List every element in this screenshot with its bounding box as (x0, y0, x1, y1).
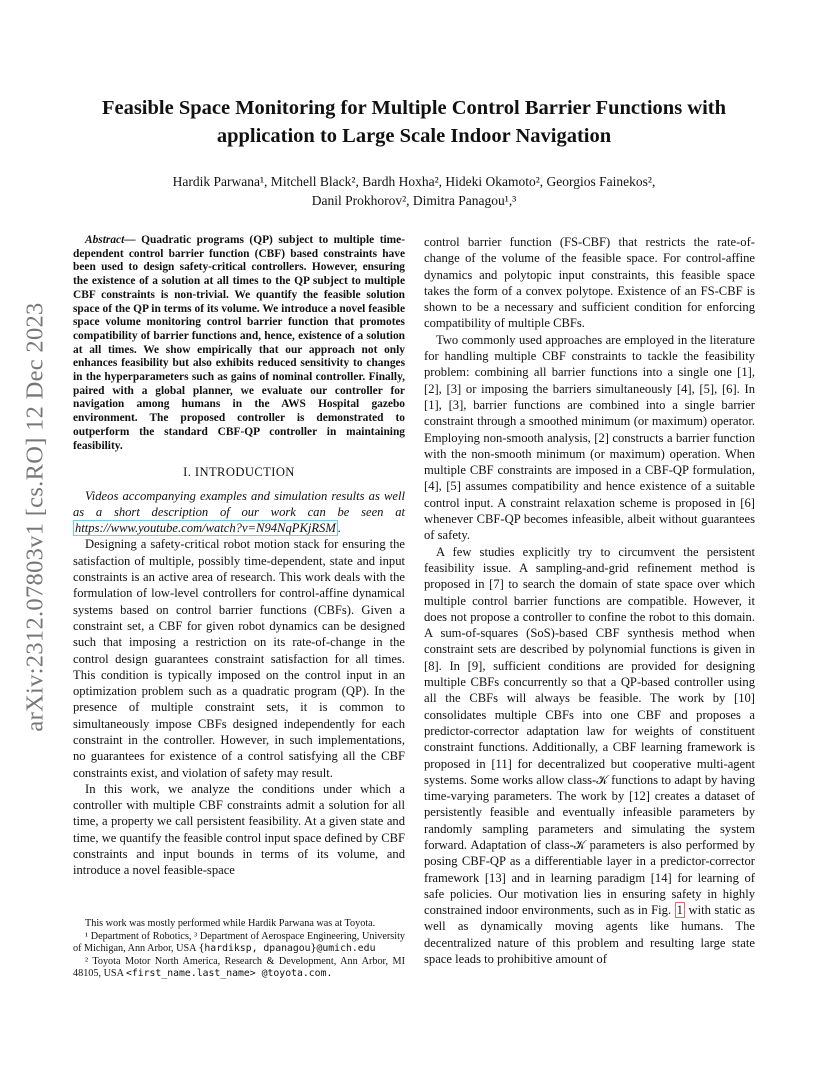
paper-title: Feasible Space Monitoring for Multiple Control Barrier Functions with application to Large Scale Indoor Navigation (101, 97, 727, 147)
abstract-body: Quadratic programs (QP) subject to multiple time-dependent control barrier function (CBF) based constraints have been used to design safety-critical controllers. However, ensuring the existence of a solution at all times to the QP subject to multiple CBF constraints is non-trivial. We quantify the feasible solution space of the QP in terms of its volume. We introduce a novel feasible space volume monitoring control barrier function that promotes compatibility of barrier functions and, hence, existence of a solution at all times. We show empirically that our approach not only enhances feasibility but also exhibits reduced sensitivity to changes in the hyperparameters such as gains of nominal controller. Finally, paired with a global planner, we evaluate our controller for navigation among humans in the AWS Hospital gazebo environment. The proposed controller is demonstrated to outperform the standard CBF-QP controller in maintaining feasibility. (73, 234, 405, 452)
intro-paragraph-2: In this work, we analyze the conditions under which a controller with multiple CBF constraints admit a solution for all time, a property we call persistent feasibility. At a given state and time, we quantify the feasible control input space defined by CBF constraints and input bounds in terms of its volume, and introduce a novel feasible-space (73, 781, 405, 878)
section-heading-introduction: I. INTRODUCTION (183, 465, 295, 480)
authors-line-2: Danil Prokhorov², Dimitra Panagou¹,³ (311, 193, 517, 208)
right-column (424, 234, 755, 967)
footnote-umich-email: {hardiksp, dpanagou}@umich.edu (198, 943, 376, 955)
right-paragraph-3 (424, 544, 755, 968)
author-list (60, 172, 768, 210)
right-paragraph-1: control barrier function (FS-CBF) that restricts the rate-of-change of the volume of the feasible space. For control-affine dynamics and polytopic input constraints, this feasible space takes the form of a convex polytope. Existence of an FS-CBF is shown to be a necessary and sufficient condition for enforcing compatibility of multiple CBFs. (424, 235, 755, 331)
right-paragraph-3-end: with static as well as dynamically moving agents like humans. The decentralized nature of this problem and resulting large state space leads to prohibitive amount of (424, 903, 755, 967)
footnote-toyota-text: ² Toyota Motor North America, Research & Development, Ann Arbor, MI 48105, USA (73, 955, 405, 980)
intro-video-paragraph (73, 488, 405, 537)
footnote-toyota (73, 956, 405, 981)
footnotes (73, 918, 405, 981)
youtube-link[interactable]: https://www.youtube.com/watch?v=N94NqPKjRSM (75, 521, 336, 536)
intro-video-end: . (337, 521, 341, 536)
left-column (73, 234, 405, 879)
arxiv-identifier: arXiv:2312.07803v1 [cs.RO] 12 Dec 2023 (22, 302, 50, 732)
right-paragraph-3-start: A few studies explicitly try to circumvent the persistent feasibility issue. A sampling-and-grid refinement method is proposed in [7] to search the domain of state space over which multiple control barrier functions are compatible. However, it does not propose a controller to confine the robot to this domain. A sum-of-squares (SoS)-based CBF synthesis method when constraint sets are described by polynomial functions is given in [8]. In [9], sufficient conditions are provided for designing multiple CBFs concurrently so that a QP-based controller using all the CBFs will always be feasible. The work by [10] consolidates multiple CBFs into one CBF and proposes a predictor-corrector adaptation law for weights of constituent constraint functions. Additionally, a CBF learning framework is proposed in [11] for decentralized but cooperative multi-agent systems. Some works allow class-𝒦 functions to adapt by having time-varying parameters. The work by [12] creates a dataset of persistently feasible and eventually infeasible parameters by randomly sampling parameters and simulating the system forward. Adaptation of class-𝒦 parameters is also performed by posing CBF-QP as a differentiable layer in a predictor-corrector framework [13] and in learning paradigm [14] for learning of safe policies. Our motivation lies in ensuring safety in highly constrained indoor environments, such as in Fig. (424, 544, 755, 918)
intro-video-text: Videos accompanying examples and simulation results as well as a short description of our work can be seen at (73, 488, 405, 519)
right-paragraph-2: Two commonly used approaches are employed in the literature for handling multiple CBF constraints to tackle the feasibility problem: combining all barrier functions into a single one [1], [2], [3] or imposing the barriers simultaneously [4], [5], [6]. In [1], [3], barrier functions are combined into a single barrier constraint through a smoothed minimum (or maximum) operator. Employing non-smooth analysis, [2] constructs a barrier function with the non-smooth minimum (or maximum) operation. When multiple CBF constraints are imposed in a CBF-QP formulation, [4], [5] assumes compatibility and hence existence of a suitable control input. A constraint relaxation scheme is proposed in [6] whenever CBF-QP becomes infeasible, albeit without guarantees of safety. (424, 332, 755, 543)
authors-line-1: Hardik Parwana¹, Mitchell Black², Bardh Hoxha², Hideki Okamoto², Georgios Fainekos², (172, 174, 656, 189)
abstract-lead: Abstract— (85, 234, 136, 246)
footnote-umich (73, 931, 405, 956)
intro-paragraph-1: Designing a safety-critical robot motion stack for ensuring the satisfaction of multiple, possibly time-dependent, state and input constraints is an active area of research. This work deals with the formulation of low-level controllers for control-affine dynamical systems based on control barrier functions (CBFs). Given a constraint set, a CBF for given robot dynamics can be designed such that imposing a restriction on its rate-of-change in the control design guarantees constraint satisfaction for all times. This condition is typically imposed on the control input in an optimization problem such as a quadratic program (QP). In the presence of multiple constraint sets, it is common to simultaneously impose CBFs designed independently for each constraint in the controller. However, in such implementations, no guarantees for existence of a control satisfying all the CBF constraints exist, and violation of safety may result. (73, 537, 405, 780)
figure-1-link[interactable]: 1 (676, 903, 683, 918)
abstract (73, 234, 405, 453)
footnote-affiliation-note: This work was mostly performed while Hardik Parwana was at Toyota. (85, 918, 376, 929)
footnote-umich-text: ¹ Department of Robotics, ³ Department of Aerospace Engineering, University of Michigan, Ann Arbor, USA (73, 930, 405, 955)
footnote-toyota-email: <first_name.last_name> @toyota.com. (125, 968, 333, 980)
arxiv-stamp (14, 282, 58, 752)
